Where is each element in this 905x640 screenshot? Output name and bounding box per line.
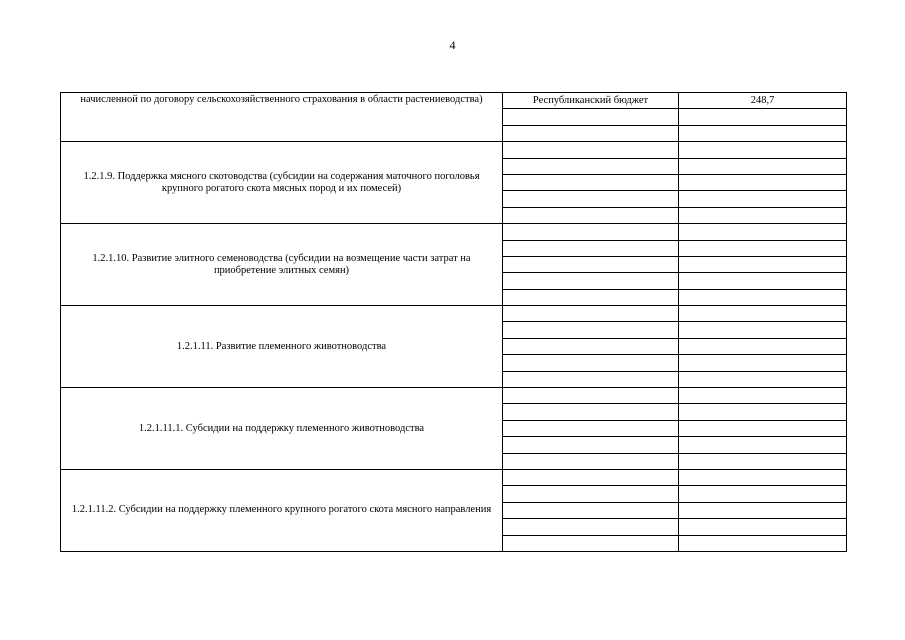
amount-cell: [679, 306, 847, 322]
funding-source-cell: [503, 256, 679, 272]
page-number: 4: [449, 38, 456, 52]
funding-source-cell: [503, 306, 679, 322]
amount-cell: [679, 191, 847, 207]
funding-source-cell: [503, 224, 679, 240]
table-row: [61, 469, 847, 485]
amount-cell: [679, 355, 847, 371]
funding-source-cell: [503, 191, 679, 207]
measure-description: 1.2.1.11.1. Субсидии на поддержку племенного животноводства: [61, 388, 503, 470]
amount-cell: [679, 420, 847, 436]
funding-source-cell: [503, 404, 679, 420]
amount-cell: [679, 273, 847, 289]
amount-cell: [679, 207, 847, 223]
amount-cell: [679, 519, 847, 535]
amount-cell: [679, 453, 847, 469]
funding-source-cell: [503, 469, 679, 485]
funding-source-cell: [503, 174, 679, 190]
measure-description: 1.2.1.11.2. Субсидии на поддержку племенного крупного рогатого скота мясного направления: [61, 469, 503, 551]
amount-cell: [679, 322, 847, 338]
budget-table: [60, 92, 847, 552]
amount-cell: [679, 224, 847, 240]
amount-cell: [679, 289, 847, 305]
funding-source-cell: [503, 322, 679, 338]
table-row: [61, 93, 847, 109]
amount-cell: [679, 142, 847, 158]
amount-cell: [679, 502, 847, 518]
amount-cell: [679, 535, 847, 551]
amount-cell: [679, 486, 847, 502]
funding-source-cell: [503, 437, 679, 453]
funding-source-cell: [503, 125, 679, 141]
amount-cell: 248,7: [679, 93, 847, 109]
funding-source-cell: [503, 158, 679, 174]
funding-source-cell: Республиканский бюджет: [503, 93, 679, 109]
amount-cell: [679, 174, 847, 190]
measure-description: 1.2.1.10. Развитие элитного семеноводства (субсидии на возмещение части затрат на приобретение элитных семян): [61, 224, 503, 306]
amount-cell: [679, 371, 847, 387]
measure-description: начисленной по договору сельскохозяйственного страхования в области растениеводства): [61, 93, 503, 142]
table-row: [61, 388, 847, 404]
amount-cell: [679, 388, 847, 404]
funding-source-cell: [503, 502, 679, 518]
measure-description: 1.2.1.9. Поддержка мясного скотоводства (субсидии на содержания маточного поголовья крупного рогатого скота мясных пород и их помесей): [61, 142, 503, 224]
funding-source-cell: [503, 388, 679, 404]
funding-source-cell: [503, 273, 679, 289]
funding-source-cell: [503, 519, 679, 535]
measure-description: 1.2.1.11. Развитие племенного животноводства: [61, 306, 503, 388]
amount-cell: [679, 125, 847, 141]
funding-source-cell: [503, 420, 679, 436]
funding-source-cell: [503, 355, 679, 371]
funding-source-cell: [503, 240, 679, 256]
amount-cell: [679, 109, 847, 125]
funding-source-cell: [503, 289, 679, 305]
amount-cell: [679, 338, 847, 354]
funding-source-cell: [503, 453, 679, 469]
funding-source-cell: [503, 486, 679, 502]
amount-cell: [679, 404, 847, 420]
amount-cell: [679, 256, 847, 272]
amount-cell: [679, 158, 847, 174]
table-row: [61, 306, 847, 322]
table-row: [61, 224, 847, 240]
funding-source-cell: [503, 207, 679, 223]
amount-cell: [679, 469, 847, 485]
funding-source-cell: [503, 142, 679, 158]
funding-source-cell: [503, 109, 679, 125]
funding-source-cell: [503, 338, 679, 354]
amount-cell: [679, 437, 847, 453]
amount-cell: [679, 240, 847, 256]
funding-source-cell: [503, 535, 679, 551]
table-row: [61, 142, 847, 158]
funding-source-cell: [503, 371, 679, 387]
